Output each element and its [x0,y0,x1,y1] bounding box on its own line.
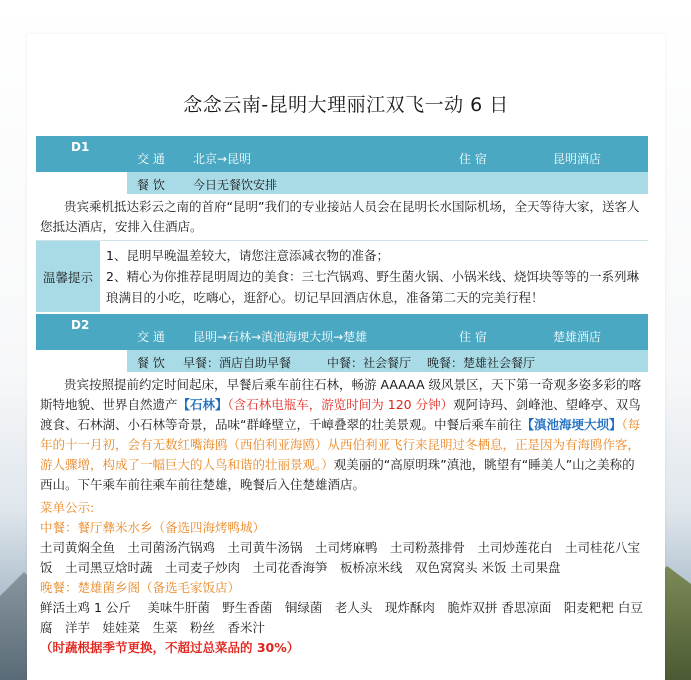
tip-1: 1、昆明早晚温差较大，请您注意添减衣物的准备； [106,248,389,263]
day1-stay: 昆明酒店 [553,152,602,166]
tips-label: 温馨提示 [36,241,100,312]
day2-transport: 昆明→石林→滇池海埂大坝→楚雄 [193,330,368,344]
day2-stay-label: 住 宿 [459,330,487,344]
day2-text-3: 观阿诗玛、剑峰池、望峰亭、双鸟渡食、石林湖、小石林等奇景，品味“群峰壁立，千嶂叠翠的壮美景观。中餐后乘车前往 [40,397,641,432]
day2-header-row [36,314,648,350]
day1-description: 贵宾乘机抵达彩云之南的首府“昆明”我们的专业接站人员会在昆明长水国际机场，全天等待大家，送客人您抵达酒店，安排入住酒店。 [40,199,640,234]
itinerary-page [27,34,665,680]
dinner-menu: 鲜活土鸡 1 公斤 美味牛肝菌 野生香菌 铜绿菌 老人头 现炸酥肉 脆炸双拼 香思凉面 阳麦粑粑 白豆腐 洋芋 娃娃菜 生菜 粉丝 香米汁 [40,600,643,635]
menu-title: 菜单公示: [40,500,95,515]
day2-lunch: 中餐：社会餐厅 [327,356,412,370]
day2-stay: 楚雄酒店 [553,330,602,344]
day2-meal-label: 餐 饮 [137,356,165,370]
day1-meal-label: 餐 饮 [137,178,165,192]
tip-2: 2、精心为你推荐昆明周边的美食：三七汽锅鸡、野生菌火锅、小锅米线、烧饵块等等的一系列琳琅满目的小吃，吃嗨心，逛舒心。切记早回酒店休息，准备第二天的完美行程！ [106,269,639,305]
day1-stay-label: 住 宿 [459,152,487,166]
day2-text-1: 贵宾按照提前约定时间起床，早餐后乘车前往石林，畅游 AAAAA 级风景区，天下第一奇观多姿多彩的喀斯特地貌、世界自然遗产 [40,377,642,412]
day1-transport: 北京→昆明 [193,152,252,166]
lunch-menu-title: 中餐：餐厅彝米水乡（备选四海烤鸭城） [40,520,266,535]
page-title: 念念云南-昆明大理丽江双飞一动 6 日 [183,94,509,116]
day1-meal: 今日无餐饮安排 [193,178,278,192]
dinner-menu-title: 晚餐：楚雄菌乡阁（备选毛家饭店） [40,580,241,595]
day2-transport-label: 交 通 [137,330,165,344]
menu-note: （时蔬根据季节更换，不超过总菜品的 30%） [40,640,300,655]
day2-breakfast: 早餐：酒店自助早餐 [183,356,292,370]
day2-text-5: 观美丽的“高原明珠”滇池，眺望有“睡美人”山之美称的西山。下午乘车前往乘车前往楚雄，晚餐后入住楚雄酒店。 [40,457,635,492]
itinerary-table [36,136,648,658]
tips-body [100,241,648,312]
lunch-menu: 土司黄焖全鱼 土司菌汤汽锅鸡 土司黄牛汤锅 土司烤麻鸭 土司粉蒸排骨 土司炒莲花白 土司桂花八宝饭 土司黑豆焓时蔬 土司麦子炒肉 土司花香海笋 板桥凉米线 双色窝窝头 米饭 土司果盘 [40,540,641,575]
day1-meal-row [127,172,648,194]
day1-header-row [36,136,648,172]
day1-transport-label: 交 通 [137,152,165,166]
stone-forest-highlight: 【石林】 [177,397,228,412]
day1-label: D1 [71,140,90,154]
day1-tips [36,240,648,312]
dianchi-note: （每年的十一月初，会有无数红嘴海鸥（西伯利亚海鸥）从西伯利亚飞行来昆明过冬栖息，正是因为有海鸥作客，游人骤增，构成了一幅巨大的人鸟和谐的壮丽景观。） [40,417,641,472]
stone-forest-note: （含石林电瓶车，游览时间为 120 分钟） [227,397,454,412]
dianchi-highlight: 【滇池海埂大坝】 [521,417,622,432]
day2-description [36,372,648,498]
day2-dinner: 晚餐：楚雄社会餐厅 [427,356,536,370]
day2-meal-row [127,350,648,372]
day2-label: D2 [71,318,90,332]
